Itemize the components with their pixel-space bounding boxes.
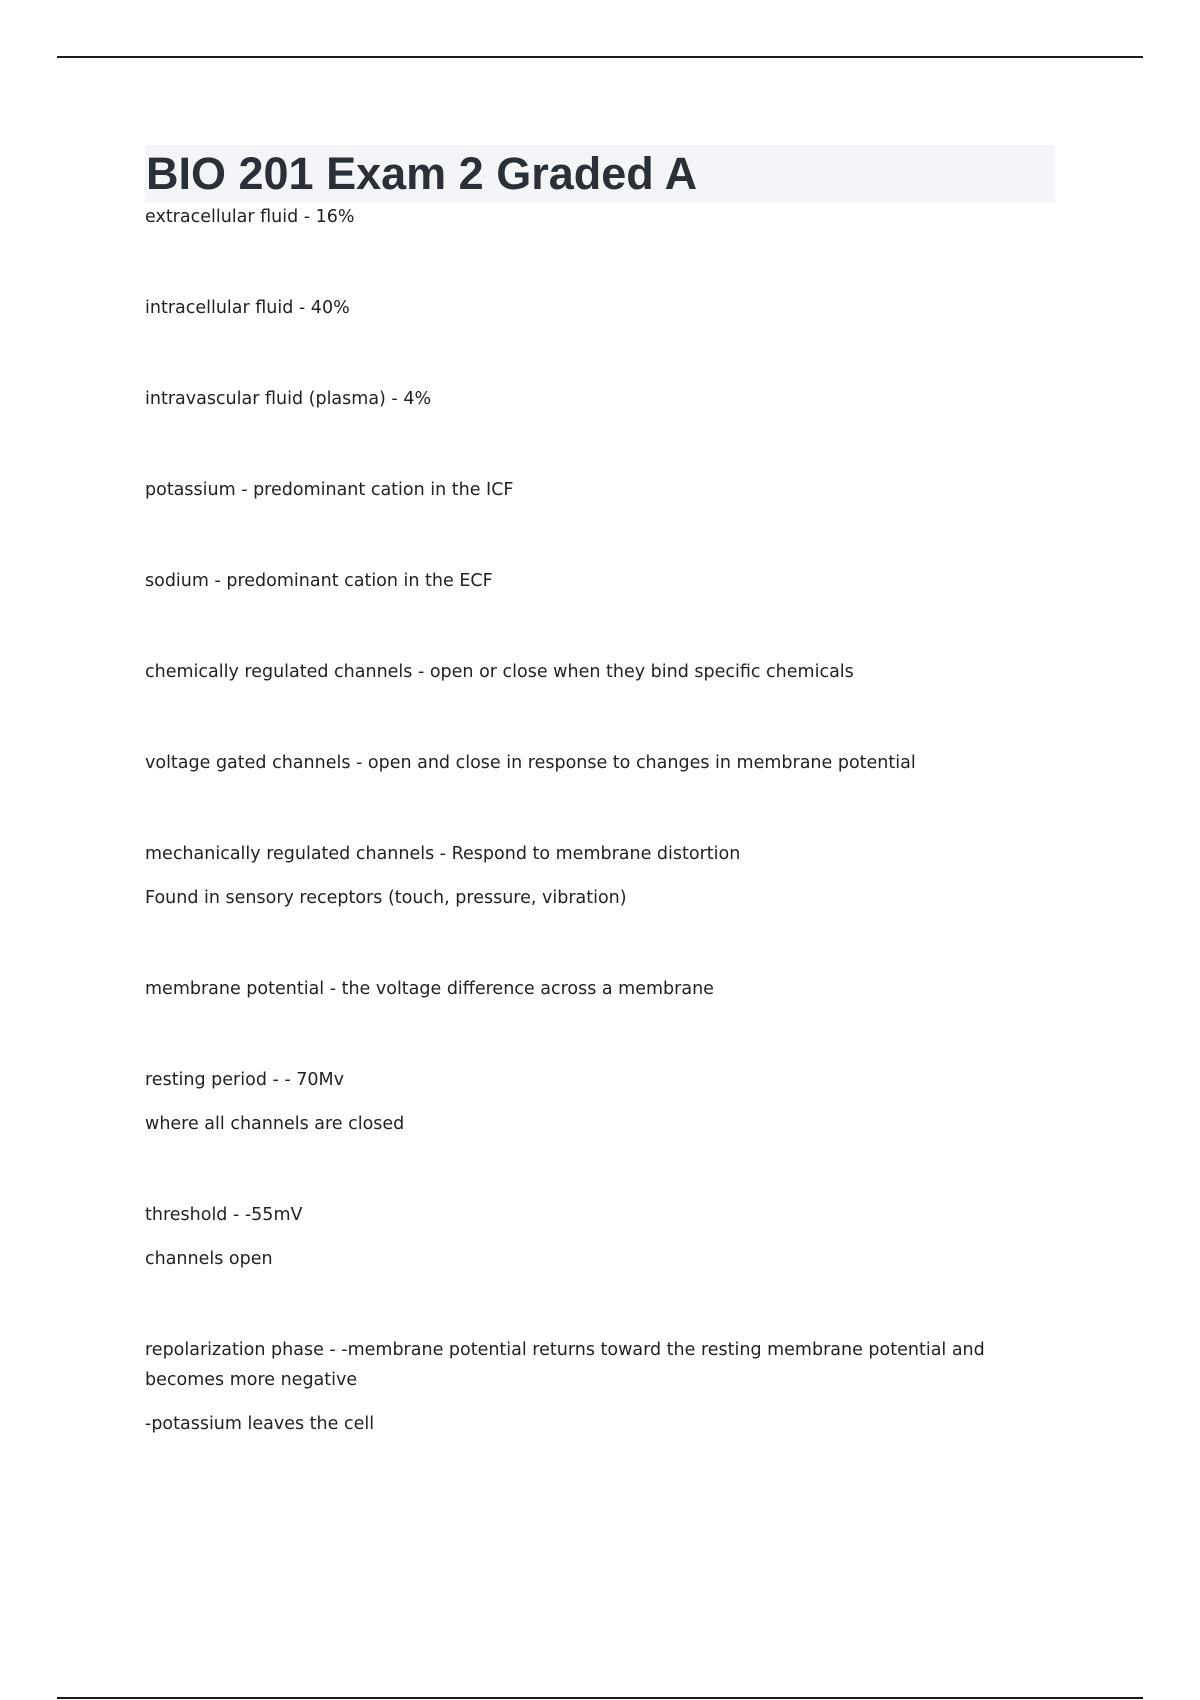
entry-line: -potassium leaves the cell [145, 1414, 375, 1434]
document-page [145, 145, 1055, 1439]
flashcard-entry [145, 384, 1055, 414]
entry-line: repolarization phase - -membrane potential returns toward the resting membrane potential and becomes more negative [145, 1340, 985, 1390]
flashcard-entry [145, 1065, 1055, 1139]
entry-line: potassium - predominant cation in the ICF [145, 480, 514, 500]
flashcard-entry [145, 1335, 1055, 1439]
flashcard-entry [145, 202, 1055, 232]
flashcard-entry [145, 748, 1055, 778]
entry-line: voltage gated channels - open and close in response to changes in membrane potential [145, 753, 916, 773]
entry-line: resting period - - 70Mv [145, 1070, 344, 1090]
entry-line: chemically regulated channels - open or close when they bind specific chemicals [145, 662, 854, 682]
flashcard-entry [145, 293, 1055, 323]
entry-line: channels open [145, 1249, 273, 1269]
entry-line: sodium - predominant cation in the ECF [145, 571, 493, 591]
title-bar [145, 145, 1055, 202]
flashcard-entry [145, 1200, 1055, 1274]
flashcard-entry [145, 974, 1055, 1004]
document-title: BIO 201 Exam 2 Graded A [146, 148, 698, 199]
bottom-rule [57, 1697, 1143, 1699]
flashcard-entry [145, 839, 1055, 913]
entry-line: intravascular fluid (plasma) - 4% [145, 389, 432, 409]
top-rule [57, 56, 1143, 58]
flashcard-entry [145, 566, 1055, 596]
entry-line: intracellular fluid - 40% [145, 298, 350, 318]
entry-line: mechanically regulated channels - Respond to membrane distortion [145, 844, 741, 864]
flashcard-entry [145, 475, 1055, 505]
entry-line: where all channels are closed [145, 1114, 405, 1134]
entry-line: Found in sensory receptors (touch, pressure, vibration) [145, 888, 627, 908]
flashcard-list [145, 202, 1055, 1439]
entry-line: threshold - -55mV [145, 1205, 303, 1225]
entry-line: extracellular fluid - 16% [145, 207, 355, 227]
entry-line: membrane potential - the voltage difference across a membrane [145, 979, 714, 999]
flashcard-entry [145, 657, 1055, 687]
